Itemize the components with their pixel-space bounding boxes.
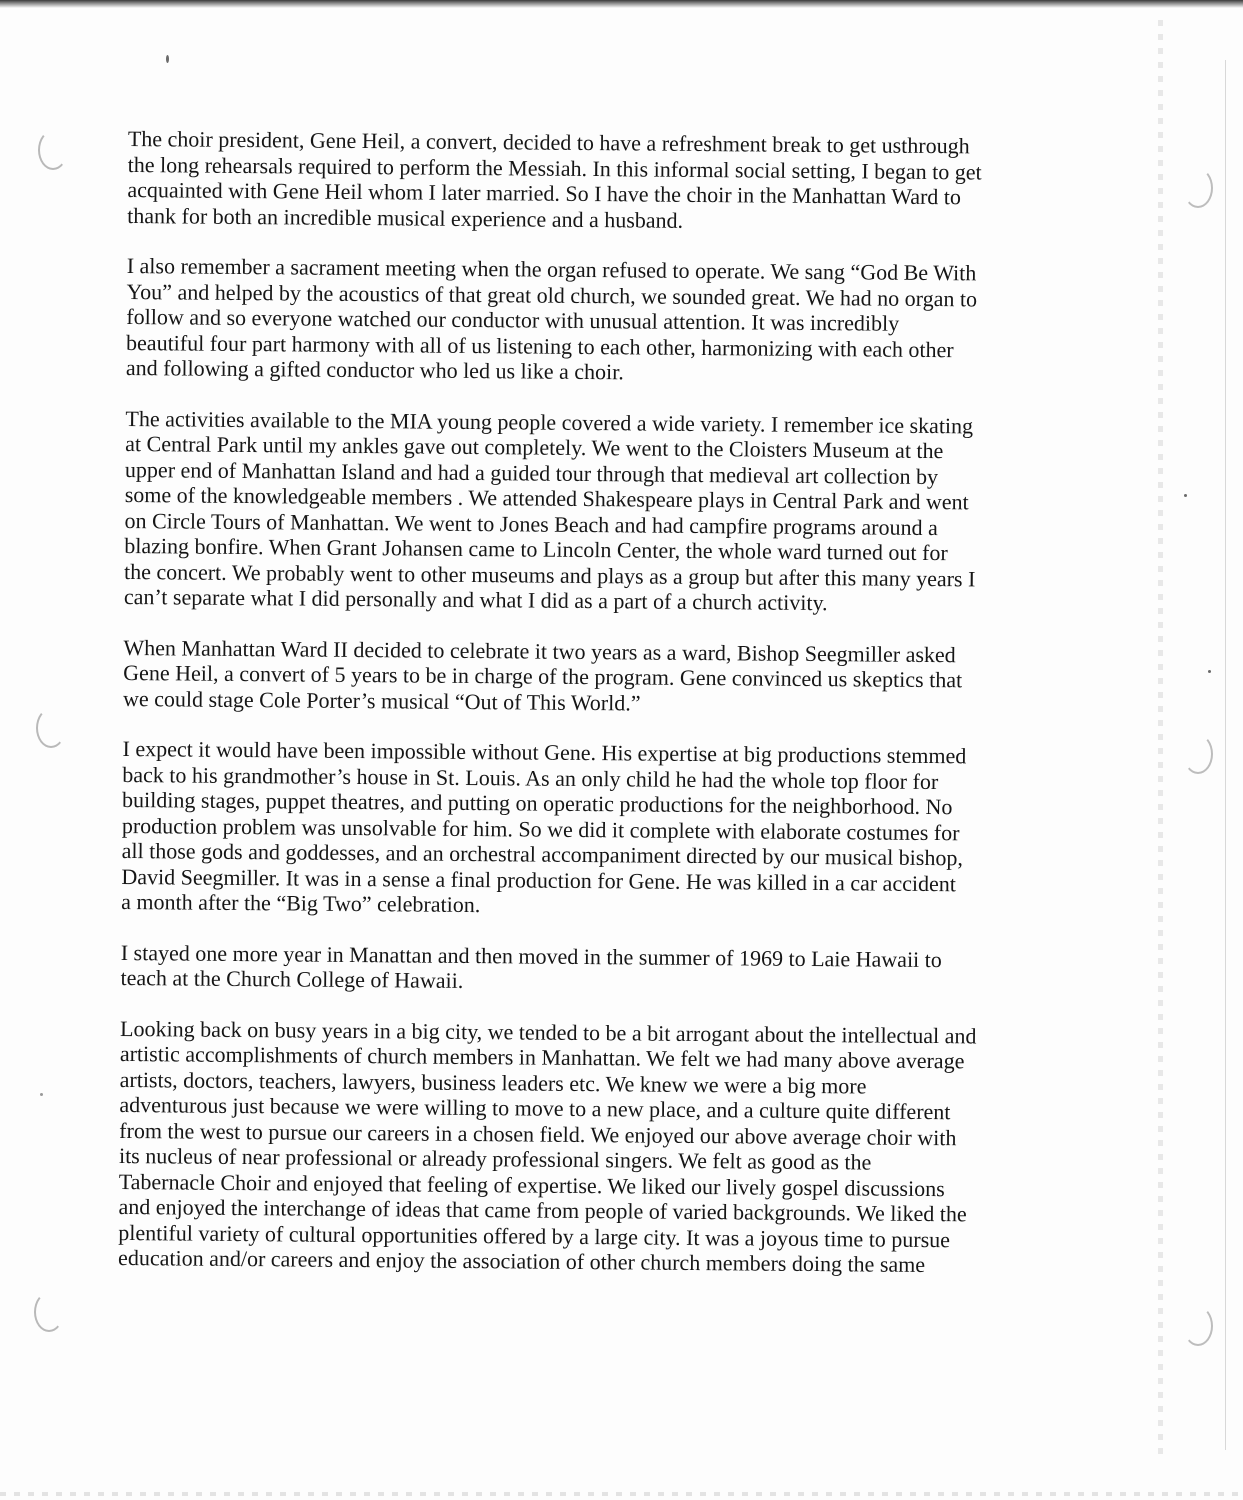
text-line: David Seegmiller. It was in a sense a final production for Gene. He was killed in a car accident: [121, 863, 957, 896]
text-line: education and/or careers and enjoy the association of other church members doing the same: [118, 1244, 926, 1277]
text-line: at Central Park until my ankles gave out completely. We went to the Cloisters Museum at the: [125, 430, 944, 464]
text-line: You” and helped by the acoustics of that great old church, we sounded great. We had no organ to: [126, 278, 978, 311]
text-line: Tabernacle Choir and enjoyed that feeling of expertise. We liked our lively gospel discussions: [118, 1168, 945, 1201]
paragraph: [124, 405, 1021, 617]
paragraph: [126, 253, 1022, 388]
text-line: beautiful four part harmony with all of us listening to each other, harmonizing with each other: [126, 329, 954, 362]
text-line: I expect it would have been impossible without Gene. His expertise at big productions stemmed: [122, 735, 967, 769]
text-line: follow and so everyone watched our conductor with unusual attention. It was incredibly: [126, 303, 900, 336]
text-line: on Circle Tours of Manhattan. We went to Jones Beach and had campfire programs around a: [124, 507, 938, 540]
text-line: and following a gifted conductor who led us like a choir.: [125, 354, 624, 385]
binder-hole-left-bottom: [34, 1292, 64, 1332]
text-line: all those gods and goddesses, and an orchestral accompaniment directed by our musical bishop,: [121, 837, 964, 871]
text-line: its nucleus of near professional or already professional singers. We felt as good as the: [118, 1142, 872, 1175]
text-line: a month after the “Big Two” celebration.: [121, 888, 481, 918]
scan-speck: [1184, 494, 1187, 497]
text-line: the concert. We probably went to other museums and plays as a group but after this many years I: [124, 558, 976, 591]
text-line: Gene Heil, a convert of 5 years to be in charge of the program. Gene convinced us skeptics that: [123, 659, 963, 693]
paragraph: [121, 736, 1018, 922]
text-line: we could stage Cole Porter’s musical “Out of This World.”: [122, 685, 641, 715]
paragraph: [118, 1015, 1015, 1278]
text-line: and enjoyed the interchange of ideas that came from people of varied backgrounds. We liked the: [118, 1193, 967, 1227]
text-line: When Manhattan Ward II decided to celebrate it two years as a ward, Bishop Seegmiller asked: [123, 634, 956, 667]
text-line: plentiful variety of cultural opportunities offered by a large city. It was a joyous time to pursue: [118, 1219, 951, 1252]
binder-hole-right-bottom: [1183, 1306, 1213, 1346]
text-line: can’t separate what I did personally and what I did as a part of a church activity.: [123, 583, 828, 616]
text-line: artistic accomplishments of church members in Manhattan. We felt we had many above average: [119, 1040, 965, 1074]
binder-hole-right-middle: [1183, 734, 1213, 774]
binder-hole-left-top: [38, 130, 68, 170]
paragraph: [120, 939, 1015, 998]
scan-speck: [40, 1093, 43, 1096]
paragraph: [127, 126, 1023, 236]
scan-top-edge: [0, 0, 1243, 8]
text-line: from the west to pursue our careers in a chosen field. We enjoyed our above average choir with: [119, 1117, 957, 1150]
binder-hole-right-top: [1183, 168, 1213, 208]
text-line: blazing bonfire. When Grant Johansen came to Lincoln Center, the whole ward turned out for: [124, 532, 948, 566]
bottom-perforation: [0, 1492, 1243, 1496]
text-line: I stayed one more year in Manattan and then moved in the summer of 1969 to Laie Hawaii to: [120, 939, 942, 972]
text-line: adventurous just because we were willing to move to a new place, and a culture quite different: [119, 1091, 951, 1125]
text-line: the long rehearsals required to perform the Messiah. In this informal social setting, I began to get: [127, 151, 982, 184]
text-line: upper end of Manhattan Island and had a guided tour through that medieval art collection by: [124, 456, 939, 489]
text-line: building stages, puppet theatres, and putting on operatic productions for the neighborhood. No: [122, 786, 953, 820]
text-line: Looking back on busy years in a big city, we tended to be a bit arrogant about the intellectual and: [120, 1015, 977, 1048]
text-line: some of the knowledgeable members . We attended Shakespeare plays in Central Park and went: [124, 481, 969, 515]
text-line: artists, doctors, teachers, lawyers, business leaders etc. We knew we were a big more: [119, 1066, 867, 1098]
text-line: The choir president, Gene Heil, a convert, decided to have a refreshment break to get usthrough: [127, 126, 970, 159]
paragraph: [123, 634, 1019, 718]
text-line: teach at the Church College of Hawaii.: [120, 964, 464, 993]
scan-speck: [1208, 670, 1211, 673]
sleeve-fold-line: [1225, 60, 1226, 1450]
scan-speck: [166, 55, 169, 63]
text-line: I also remember a sacrament meeting when the organ refused to operate. We sang “God Be With: [126, 252, 977, 286]
document-body: [118, 126, 1023, 1303]
text-line: The activities available to the MIA young people covered a wide variety. I remember ice skating: [125, 405, 974, 438]
text-line: thank for both an incredible musical experience and a husband.: [127, 202, 684, 233]
binder-hole-left-middle: [36, 708, 66, 748]
text-line: production problem was unsolvable for him. So we did it complete with elaborate costumes for: [121, 812, 960, 845]
text-line: back to his grandmother’s house in St. Louis. As an only child he had the whole top floor for: [122, 761, 939, 794]
sleeve-perforation: [1158, 20, 1163, 1460]
text-line: acquainted with Gene Heil whom I later married. So I have the choir in the Manhattan Ward to: [127, 176, 962, 210]
